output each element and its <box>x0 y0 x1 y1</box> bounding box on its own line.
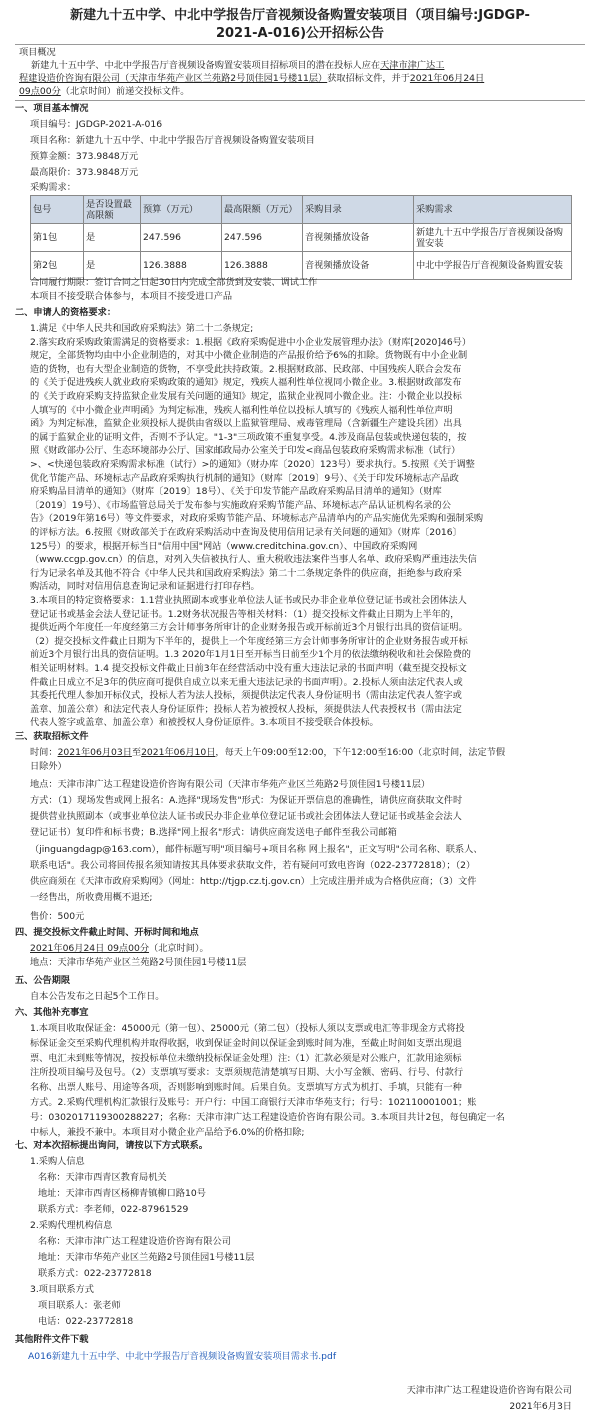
table-cell: 中北中学报告厅音视频设备购置安装 <box>414 252 572 280</box>
qualification-line: 规定，全部货物均由中小企业制造的，对其中小微企业制造的产品报价给予6%的扣除。货物既有中小企业制 <box>30 350 468 362</box>
qualification-line: >、<快递包装政府采购需求标准（试行）>的通知》（财办库〔2020〕123号）要求执行。5.按照《关于调整 <box>30 459 475 470</box>
qualification-line: （2）提交投标文件截止日期为下半年的，提供上一个年度经第三方会计师事务所审计的企业财务报告或开标 <box>30 635 468 647</box>
acquisition-time: 时间：2021年06月03日至2021年06月10日，每天上午09:00至12:00，下午12:00至16:00（北京时间，法定节假 <box>30 747 506 758</box>
budget-amount: 预算金额：373.9848万元 <box>30 151 139 162</box>
table-cell: 音视频播放设备 <box>303 252 414 280</box>
qualification-line: 的《关于促进残疾人就业政府采购政策的通知》规定，残疾人福利性单位视同小微企业。3.根据财政部发布 <box>30 377 462 389</box>
demand-label: 采购需求： <box>30 182 76 193</box>
table-row <box>31 224 572 252</box>
section-2-heading: 二、申请人的资格要求： <box>15 307 117 318</box>
announcement-period: 自本公告发布之日起5个工作日。 <box>30 991 165 1002</box>
table-header-cell: 包号 <box>31 196 84 224</box>
qualification-line: 购活动，同时对信用信息查询记录和证据进行打印存档。 <box>30 581 260 593</box>
table-header-cell: 采购目录 <box>303 196 414 224</box>
method-line: 登记证书）复印件和标书费；B.选择"网上报名"形式：请供应商发送电子邮件至我公司邮箱 <box>30 827 397 839</box>
consortium-note: 本项目不接受联合体参与，本项目不接受进口产品 <box>30 291 233 302</box>
method-line: 一经售出，所收费用概不退还; <box>30 892 153 904</box>
divider <box>15 44 585 45</box>
qualification-line: 告》（2019年第16号）等文件要求，对政府采购节能产品、环境标志产品清单内的产品实施优先采购和强制采购 <box>30 513 484 525</box>
supplement-line: 中标人，兼投不兼中。本项目对小微企业产品给予6.0%的价格扣除; <box>30 1126 305 1138</box>
footer-organization: 天津市津广达工程建设造价咨询有限公司 <box>406 1385 572 1396</box>
acquisition-place: 地点：天津市津广达工程建设造价咨询有限公司（天津市华苑产业区兰苑路2号顶佳园1号楼11层） <box>30 779 431 790</box>
qualification-line: 盖章、加盖公章）和法定代表人身份证原件；投标人若为被授权人投标，须提供法人代表授权书（需由法定 <box>30 703 462 715</box>
table-cell: 126.3888 <box>222 252 303 280</box>
table-cell: 126.3888 <box>141 252 222 280</box>
page-title-line-2: 2021-A-016)公开招标公告 <box>215 26 385 41</box>
section-3-heading: 三、获取招标文件 <box>15 731 89 742</box>
supplement-line: 票、电汇未到账等情况，按投标单位未缴纳投标保证金处理）注:（1）汇款必须是对公账户，汇款用途须标 <box>30 1052 462 1064</box>
qualification-line: 件截止日成立不足3年的供应商可提供自成立以来无重大违法记录的书面声明）。2.投标人须由法定代表人或 <box>30 676 463 688</box>
qualification-line: 其委托代理人参加开标仪式，投标人若为法人投标，须提供法定代表人身份证明书（需由法定代表人签字或 <box>30 690 462 702</box>
qualification-line: 1.满足《中华人民共和国政府采购法》第二十二条规定; <box>30 323 254 334</box>
overview-line-2: 程建设造价咨询有限公司（天津市华苑产业区兰苑路2号顶佳园1号楼11层）获取招标文件，并于2021年06月24日 <box>19 73 485 84</box>
table-header-cell: 预算（万元） <box>141 196 222 224</box>
project-name: 项目名称：新建九十五中学、中北中学报告厅音视频设备购置安装项目 <box>30 135 315 146</box>
purchaser-address: 地址：天津市西青区杨柳青镇柳口路10号 <box>38 1188 206 1199</box>
method-line: 供应商须在《天津市政府采购网》（网址：http://tjgp.cz.tj.gov.cn）上完成注册并成为合格供应商；（3）文件 <box>30 876 477 887</box>
attachment-download-link[interactable]: A016新建九十五中学、中北中学报告厅音视频设备购置安装项目需求书.pdf <box>28 1351 337 1362</box>
agency-contact: 联系方式：022-23772818 <box>38 1268 152 1279</box>
qualification-line: 前近3个月银行出具的资信证明。1.3 2020年1月1日至开标当日前至少1个月的依法缴纳税收和社会保险费的 <box>30 649 471 661</box>
supplement-line: 名称、出票人账号、用途等各项，否则影响到账时间。后果自负。支票填写方式为机打、手填，只能有一种 <box>30 1082 462 1094</box>
qualification-line: 3.本项目的特定资格要求：1.1营业执照副本或事业单位法人证书或民办非企业单位登记证书或社会团体法人 <box>30 595 467 606</box>
qualification-line: 的评标方法。6.按照《财政部关于在政府采购活动中查询及使用信用记录有关问题的通知》（财库〔2016〕 <box>30 527 462 538</box>
section-4-heading: 四、提交投标文件截止时间、开标时间和地点 <box>15 927 199 938</box>
section-6-heading: 六、其他补充事宜 <box>15 1007 89 1018</box>
table-header-cell: 是否设置最高限额 <box>84 196 141 224</box>
qualification-line: 人填写的《中小微企业声明函》为判定标准，残疾人福利性单位以投标人填写的《残疾人福利性单位声明 <box>30 404 453 416</box>
table-cell: 是 <box>84 252 141 280</box>
section-5-heading: 五、公告期限 <box>15 975 71 986</box>
package-table <box>30 195 572 280</box>
table-header-cell: 采购需求 <box>414 196 572 224</box>
table-cell: 新建九十五中学报告厅音视频设备购置安装 <box>414 224 572 252</box>
table-header-row <box>31 196 572 224</box>
acquisition-time-line-2: 日除外） <box>30 761 67 772</box>
qualification-line: 优化节能产品、环境标志产品政府采购执行机制的通知》（财库〔2019〕9号）、《关于印发环境标志产品政 <box>30 472 459 484</box>
qualification-line: （www.ccgp.gov.cn）的信息，对列入失信被执行人、重大税收违法案件当事人名单、政府采购严重违法失信 <box>30 554 477 566</box>
purchaser-name: 名称：天津市西青区教育局机关 <box>38 1172 167 1183</box>
table-cell: 247.596 <box>222 224 303 252</box>
table-cell: 第1包 <box>31 224 84 252</box>
table-cell: 247.596 <box>141 224 222 252</box>
qualification-line: 造的货物，也有大型企业制造的货物，不享受此扶持政策。2.根据财政部、民政部、中国残疾人联合会发布 <box>30 363 462 375</box>
qualification-line: 的属于监狱企业的证明文件，否则不予认定。"1-3"三项政策不重复享受。4.涉及商品包装或快递包装的，按 <box>30 431 467 443</box>
method-line: 方式：（1）现场发售或网上报名：A.选择"现场发售"形式：为保证开票信息的准确性，请供应商获取文件时 <box>30 795 463 806</box>
overview-line-3: 09点00分（北京时间）前递交投标文件。 <box>19 86 190 97</box>
footer-date: 2021年6月3日 <box>509 1401 572 1412</box>
attachments-heading: 其他附件文件下载 <box>15 1334 89 1345</box>
method-line: 联系电话"。我公司将回传报名须知请按其具体要求获取文件，若有疑问可致电咨询（022-23772818）；（2） <box>30 859 476 871</box>
qualification-line: 的《关于政府采购支持监狱企业发展有关问题的通知》规定，监狱企业视同小微企业。注：小微企业以投标 <box>30 391 462 402</box>
qualification-line: 提供近两个年度任一年度经第三方会计师事务所审计的企业财务报告或开标前近3个月银行出具的资信证明。 <box>30 622 468 634</box>
contract-period: 合同履行期限：签订合同之日起30日内完成全部货到及安装、调试工作 <box>30 277 318 288</box>
divider <box>15 100 585 101</box>
table-cell: 第2包 <box>31 252 84 280</box>
page-title-line-1: 新建九十五中学、中北中学报告厅音视频设备购置安装项目（项目编号:JGDGP- <box>70 8 530 23</box>
qualification-line: 行为记录名单及其他不符合《中华人民共和国政府采购法》第二十二条规定条件的供应商，拒绝参与政府采 <box>30 567 462 579</box>
document-price: 售价：500元 <box>30 911 85 922</box>
supplement-line: 注所投项目编号及包号。（2）支票填写要求：支票须规范清楚填写日期、大小写金额、密码、行号、付款行 <box>30 1067 464 1079</box>
qualification-line: 代表人签字或盖章、加盖公章）和被授权人身份证原件。3.本项目不接受联合体投标。 <box>30 717 379 729</box>
submission-deadline: 2021年06月24日 09点00分（北京时间）。 <box>30 943 209 954</box>
agency-name: 名称：天津市津广达工程建设造价咨询有限公司 <box>38 1236 231 1247</box>
qualification-line: 相关证明材料。1.4 提交投标文件截止日前3年在经营活动中没有重大违法记录的书面声明（截至提交投标文 <box>30 663 467 674</box>
section-1-heading: 一、项目基本情况 <box>15 103 89 114</box>
table-header-cell: 最高限额（万元） <box>222 196 303 224</box>
project-contact-phone: 电话：022-23772818 <box>38 1316 134 1327</box>
qualification-line: 函》为判定标准，监狱企业须投标人提供由省级以上监狱管理局、戒毒管理局（含新疆生产建设兵团）出具 <box>30 418 462 430</box>
table-cell: 是 <box>84 224 141 252</box>
agency-address: 地址：天津市华苑产业区兰苑路2号顶佳园1号楼11层 <box>38 1252 255 1263</box>
overview-line-1: 新建九十五中学、中北中学报告厅音视频设备购置安装项目招标项目的潜在投标人应在天津市津广达工 <box>31 60 445 71</box>
overview-heading: 项目概况 <box>19 47 56 58</box>
project-contact-title: 3.项目联系方式 <box>30 1284 94 1295</box>
supplement-line: 方式。2.采购代理机构汇款银行及账号：开户行：中国工商银行天津市华苑支行；行号：102110001001；账 <box>30 1097 477 1108</box>
supplement-line: 号：0302017119300288227；名称：天津市津广达工程建设造价咨询有限公司。3.本项目共计2包，每包确定一名 <box>30 1111 505 1123</box>
supplement-line: 标保证金交至采购代理机构并取得收据，收到保证金时间以保证金到账时间为准，至截止时间如支票出现退 <box>30 1037 462 1049</box>
method-line: 提供营业执照副本（或事业单位法人证书或民办非企业单位登记证书或社会团体法人登记证书或基金会法人 <box>30 811 462 823</box>
table-cell: 音视频播放设备 <box>303 224 414 252</box>
project-code: 项目编号：JGDGP-2021-A-016 <box>30 119 163 130</box>
agency-title: 2.采购代理机构信息 <box>30 1220 113 1231</box>
purchaser-contact: 联系方式：李老师，022-87961529 <box>38 1204 189 1215</box>
max-price: 最高限价：373.9848万元 <box>30 167 139 178</box>
qualification-line: 125号）的要求，根据开标当日"信用中国"网站（www.creditchina.gov.cn）、中国政府采购网 <box>30 540 418 552</box>
opening-place: 地点：天津市华苑产业区兰苑路2号顶佳园1号楼11层 <box>30 957 247 968</box>
method-line: （jinguangdagp@163.com），邮件标题写明"项目编号+项目名称 网上报名"，正文写明"公司名称、联系人、 <box>30 843 483 855</box>
supplement-line: 1.本项目收取保证金：45000元（第一包）、25000元（第二包）（投标人须以支票或电汇等非现金方式将投 <box>30 1023 465 1034</box>
qualification-line: 照《财政部办公厅、生态环境部办公厅、国家邮政局办公室关于印发<商品包装政府采购需求标准（试行） <box>30 445 461 457</box>
qualification-line: 府采购品目清单的通知》（财库〔2019〕18号）、《关于印发节能产品政府采购品目清单的通知》（财库 <box>30 486 442 498</box>
purchaser-title: 1.采购人信息 <box>30 1156 85 1167</box>
qualification-line: 2.落实政府采购政策需满足的资格要求：1.根据《政府采购促进中小企业发展管理办法》（财库[2020]46号） <box>30 336 472 348</box>
qualification-line: 〔2019〕19号）、《市场监管总局关于发布参与实施政府采购节能产品、环境标志产品认证机构名录的公 <box>30 499 451 511</box>
section-7-heading: 七、对本次招标提出询问，请按以下方式联系。 <box>15 1140 208 1151</box>
qualification-line: 登记证书或基金会法人登记证书。1.2财务状况报告等相关材料：（1）提交投标文件截止日期为上半年的， <box>30 608 460 620</box>
project-contact-person: 项目联系人：张老师 <box>38 1300 121 1311</box>
